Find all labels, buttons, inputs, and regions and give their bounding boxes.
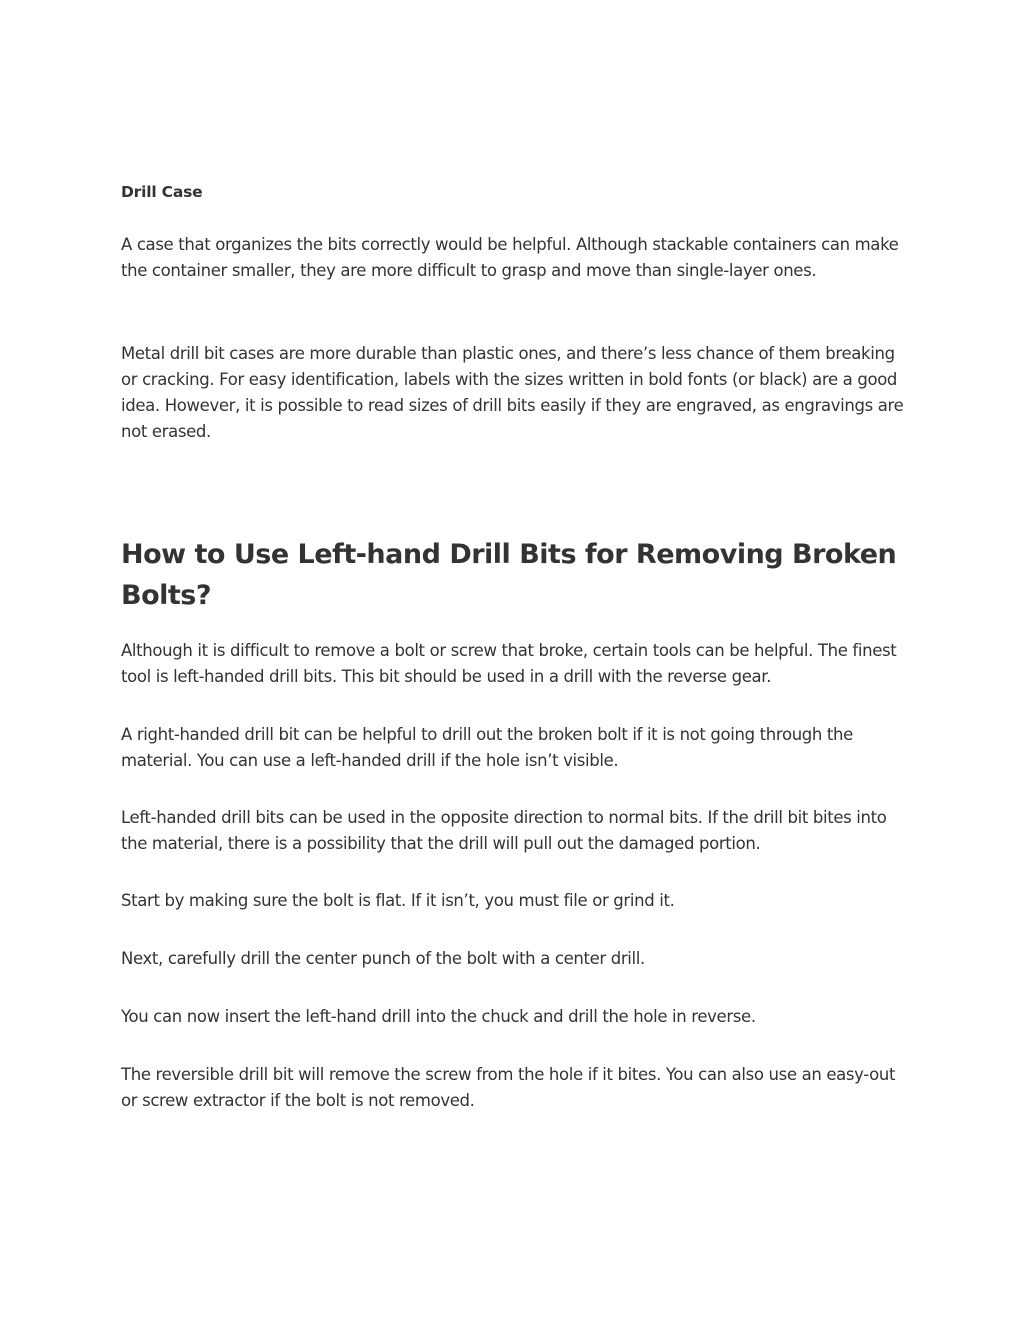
removal-paragraph-3: Left-handed drill bits can be used in the opposite direction to normal bits. If the drill bit bites into the material, there is a possibility that the drill will pull out the damaged portion. <box>121 808 887 853</box>
removal-paragraph-2: A right-handed drill bit can be helpful to drill out the broken bolt if it is not going through the material. You can use a left-handed drill if the hole isn’t visible. <box>121 725 853 770</box>
drill-case-paragraph-2: Metal drill bit cases are more durable than plastic ones, and there’s less chance of them breaking or cracking. For easy identification, labels with the sizes written in bold fonts (or black) are a good idea. However, it is possible to read sizes of drill bits easily if they are engraved, as engravings are not erased. <box>121 344 904 441</box>
removal-paragraph-4: Start by making sure the bolt is flat. If it isn’t, you must file or grind it. <box>121 891 675 910</box>
removal-paragraph-7: The reversible drill bit will remove the screw from the hole if it bites. You can also use an easy-out or screw extractor if the bolt is not removed. <box>121 1065 896 1110</box>
removal-paragraph-5: Next, carefully drill the center punch of the bolt with a center drill. <box>121 949 645 968</box>
drill-case-paragraph-1: A case that organizes the bits correctly would be helpful. Although stackable containers can make the container smaller, they are more difficult to grasp and move than single-layer ones. <box>121 235 899 280</box>
section-heading: How to Use Left-hand Drill Bits for Removing Broken Bolts? <box>121 539 897 611</box>
drill-case-subheading: Drill Case <box>121 183 203 201</box>
removal-paragraph-1: Although it is difficult to remove a bolt or screw that broke, certain tools can be helpful. The finest tool is left-handed drill bits. This bit should be used in a drill with the reverse gear. <box>121 641 897 686</box>
removal-paragraph-6: You can now insert the left-hand drill into the chuck and drill the hole in reverse. <box>121 1007 756 1026</box>
